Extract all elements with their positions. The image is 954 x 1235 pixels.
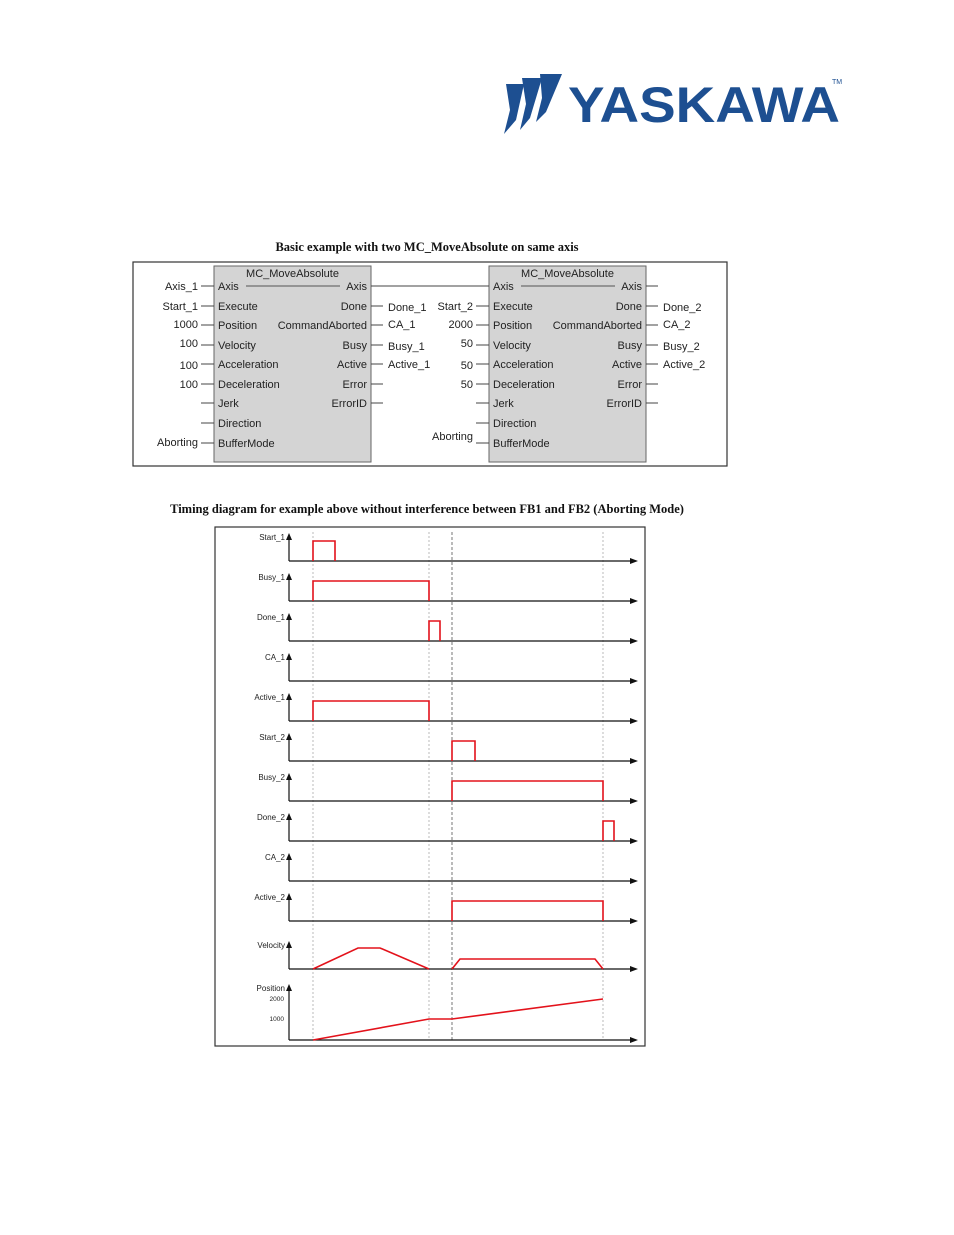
position-tick-label: 1000 <box>269 1016 284 1023</box>
position-tick-label: 2000 <box>269 996 284 1003</box>
fb-output-pin-label: Error <box>617 379 642 391</box>
fb-input-pin-label: Execute <box>493 301 533 313</box>
fb-input-value: 100 <box>179 360 198 372</box>
fb-output-pin-label: ErrorID <box>331 398 367 410</box>
fb-input-value: 100 <box>179 379 198 391</box>
fb-input-pin-label: Position <box>218 320 258 332</box>
signal-label: Busy_1 <box>258 573 285 582</box>
signal-label: Done_1 <box>256 613 285 622</box>
fb-output-value: CA_2 <box>663 319 691 331</box>
fb-input-pin-label: Direction <box>218 418 262 430</box>
timing-caption: Timing diagram for example above without interference between FB1 and FB2 (Aborting Mode) <box>170 502 684 516</box>
fb-input-value: Aborting <box>432 431 473 443</box>
fb-input-pin-label: Position <box>493 320 533 332</box>
fb-output-value: Active_1 <box>388 359 431 371</box>
signal-label: Start_1 <box>259 533 285 542</box>
signal-label: Done_2 <box>256 813 285 822</box>
fb-input-pin-label: Execute <box>218 301 258 313</box>
fb-input-pin-label: Axis <box>493 281 514 293</box>
fb-output-pin-label: ErrorID <box>606 398 642 410</box>
yaskawa-logo <box>502 70 847 140</box>
fb-output-pin-label: CommandAborted <box>552 320 642 332</box>
signal-label: CA_1 <box>264 653 285 662</box>
signal-label: Position <box>256 984 285 993</box>
fb-output-value: Busy_1 <box>388 341 425 353</box>
fb-output-pin-label: CommandAborted <box>277 320 367 332</box>
fb-input-pin-label: Acceleration <box>218 359 279 371</box>
timing-diagram <box>0 522 954 1062</box>
yaskawa-swoosh-icon <box>504 74 562 134</box>
signal-label: Active_2 <box>254 893 285 902</box>
fb-input-pin-label: Jerk <box>218 398 239 410</box>
fb-output-pin-label: Axis <box>346 281 367 293</box>
fb-input-pin-label: Axis <box>218 281 239 293</box>
fb-input-value: Start_2 <box>437 301 473 313</box>
signal-label: Velocity <box>257 941 285 950</box>
fb-output-pin-label: Active <box>337 359 367 371</box>
fb-input-pin-label: Acceleration <box>493 359 554 371</box>
fb-block-title: MC_MoveAbsolute <box>246 268 339 280</box>
fb-input-value: Start_1 <box>162 301 198 313</box>
fb-input-value: 50 <box>460 379 473 391</box>
fb-output-value: CA_1 <box>388 319 416 331</box>
fb-output-pin-label: Error <box>342 379 367 391</box>
fb-input-value: 50 <box>460 360 473 372</box>
fb-input-pin-label: Deceleration <box>493 379 555 391</box>
fb-example-caption: Basic example with two MC_MoveAbsolute on same axis <box>275 240 579 254</box>
fb-input-pin-label: Velocity <box>493 340 531 352</box>
fb-output-value: Busy_2 <box>663 341 700 353</box>
fb-output-pin-label: Busy <box>617 340 642 352</box>
fb-output-pin-label: Done <box>615 301 642 313</box>
fb-input-pin-label: BufferMode <box>218 438 275 450</box>
fb-input-pin-label: Jerk <box>493 398 514 410</box>
fb-output-value: Done_1 <box>388 302 427 314</box>
fb-input-value: 1000 <box>173 319 198 331</box>
trademark-mark: TM <box>832 79 843 86</box>
fb-input-pin-label: Velocity <box>218 340 256 352</box>
fb-input-value: Aborting <box>157 437 198 449</box>
fb-input-pin-label: BufferMode <box>493 438 550 450</box>
fb-block-title: MC_MoveAbsolute <box>521 268 614 280</box>
signal-label: Busy_2 <box>258 773 285 782</box>
fb-input-value: 50 <box>460 338 473 350</box>
brand-name: YASKAWA <box>568 77 840 133</box>
signal-label: Active_1 <box>254 693 285 702</box>
fb-output-pin-label: Active <box>612 359 642 371</box>
fb-output-pin-label: Done <box>340 301 367 313</box>
signal-label: Start_2 <box>259 733 285 742</box>
fb-output-value: Active_2 <box>663 359 706 371</box>
fb-input-pin-label: Deceleration <box>218 379 280 391</box>
fb-input-value: 100 <box>179 338 198 350</box>
fb-output-pin-label: Axis <box>621 281 642 293</box>
timing-frame <box>215 527 645 1046</box>
fb-output-value: Done_2 <box>663 302 702 314</box>
function-block-diagram <box>0 255 954 495</box>
signal-label: CA_2 <box>264 853 285 862</box>
fb-output-pin-label: Busy <box>342 340 367 352</box>
fb-input-value: 2000 <box>448 319 473 331</box>
fb-input-value: Axis_1 <box>164 281 198 293</box>
fb-input-pin-label: Direction <box>493 418 537 430</box>
